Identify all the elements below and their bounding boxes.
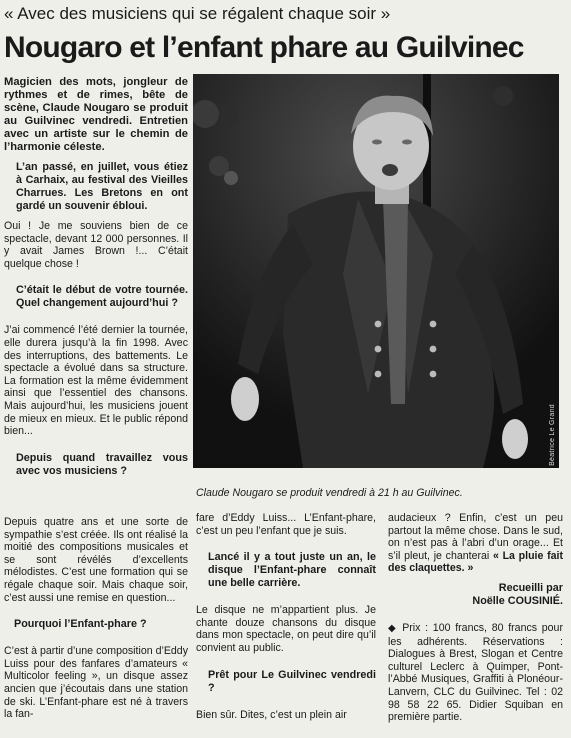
answer-5: Le disque ne m’appartient plus. Je chante douze chansons du disque dans mon spectacle, on peut dire qu’il convient au public. — [196, 604, 376, 654]
article-headline: Nougaro et l’enfant phare au Guilvinec — [4, 31, 524, 64]
photo-caption: Claude Nougaro se produit vendredi à 21 h au Guilvinec. — [196, 487, 463, 499]
left-column — [4, 76, 188, 478]
answer-3: Depuis quatre ans et une sorte de sympathie s’est créée. Ils ont réalisé la moitié des compositions musicales et se sont révélés d’excellents mélodistes. C’est une formation qui se régale chaque soir. Mais chaque soir, c’est aussi une remise en question... — [4, 516, 188, 604]
question-1: L’an passé, en juillet, vous étiez à Carhaix, au festival des Vieilles Charrues. Les Bretons en ont gardé un souvenir ébloui. — [16, 161, 188, 212]
right-column — [388, 512, 563, 724]
question-3: Depuis quand travaillez vous avec vos musiciens ? — [16, 451, 188, 477]
bottom-left-column — [4, 516, 188, 721]
diamond-bullet-icon: ◆ — [388, 622, 398, 634]
practical-info — [388, 622, 563, 724]
middle-column — [196, 512, 376, 721]
answer-2: J’ai commencé l’été dernier la tournée, elle durera jusqu’à la fin 1998. Avec des interruptions, des battements. Le spectacle a évolué dans sa structure. La formation est la même évidemment ainsi que l’essentiel des chansons. Mais aujourd’hui, les musiciens jouent de mieux en mieux. Et le public répond bien... — [4, 324, 188, 438]
singer-illustration — [193, 74, 559, 468]
answer-4: C’est à partir d’une composition d’Eddy Luiss pour des fanfares d’amateurs « Multicolor feeling », un disque assez ancien que j’écoutais dans une station de ski. L’Enfant-phare est né à travers la fan- — [4, 645, 188, 721]
article-lead: Magicien des mots, jongleur de rythmes et de rimes, bête de scène, Claude Nougaro se produit au Guilvinec vendredi. Entretien avec un artiste sur le chemin de l’harmonie céleste. — [4, 76, 188, 153]
photo-credit: Béatrice Le Grand — [549, 404, 556, 466]
answer-6-tail: audacieux ? Enfin, c’est un peu partout la même chose. Dans le sud, on n’est pas à l’abri d’un orage... Et s’il pleut, je chanterai — [388, 512, 563, 562]
concert-photo — [193, 74, 559, 468]
answer-6-continued — [388, 512, 563, 575]
question-6: Prêt pour Le Guilvinec vendredi ? — [208, 668, 376, 694]
song-title: « La pluie fait des claquettes. » — [388, 549, 563, 575]
question-5: Lancé il y a tout juste un an, le disque l’Enfant-phare connaît une belle carrière. — [208, 551, 376, 590]
question-4: Pourquoi l’Enfant-phare ? — [14, 618, 147, 631]
answer-1: Oui ! Je me souviens bien de ce spectacle, devant 12 000 personnes. Il y avait James Brown !... C’était quelque chose ! — [4, 220, 188, 270]
answer-4-continued: fare d’Eddy Luiss... L’Enfant-phare, c’est un peu l’enfant que je suis. — [196, 512, 376, 537]
signature-line-1: Recueilli par — [498, 581, 563, 594]
answer-6-start: Bien sûr. Dites, c’est un plein air — [196, 708, 347, 721]
signature-line-2: Noëlle COUSINIÉ. — [472, 594, 563, 607]
article-kicker: « Avec des musiciens qui se régalent chaque soir » — [4, 4, 391, 23]
practical-info-text: Prix : 100 francs, 80 francs pour les adhérents. Réservations : Dialogues à Brest, Slogan et Centre culturel Leclerc à Quimper, Pont-l’Abbé Musiques, Graffiti à Plonéour-Lanvern, CLC du Guilvinec. Tel : 02 98 58 22 65. Didier Squiban en première partie. — [388, 621, 563, 724]
question-2: C’était le début de votre tournée. Quel changement aujourd’hui ? — [16, 284, 188, 310]
